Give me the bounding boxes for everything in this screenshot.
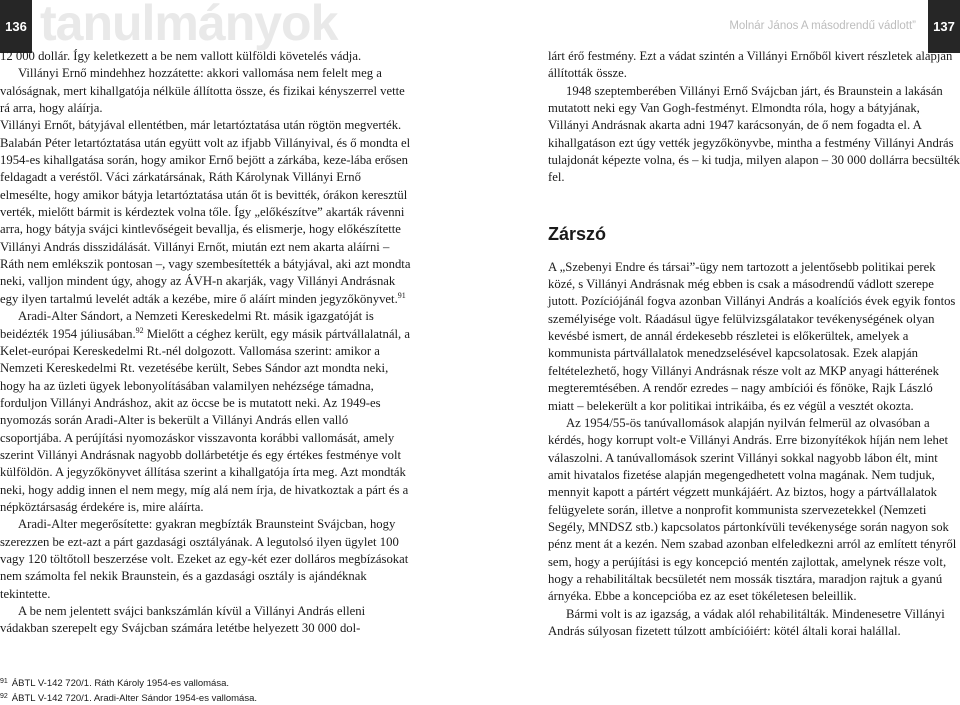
- paragraph: [0, 117, 412, 308]
- paragraph: Bármi volt is az igazság, a vádak alól rehabilitálták. Mindenesetre Villányi András súlyosan fizetett túlzott ambícióiért: kötél általi korai halállal.: [548, 606, 945, 638]
- section-heading: Zárszó: [548, 223, 607, 244]
- paragraph: 12 000 dollár. Így keletkezett a be nem vallott külföldi követelés vádja.: [0, 49, 362, 63]
- paragraph: Az 1954/55-ös tanúvallomások alapján nyilván felmerül az olvasóban a kérdés, hogy korrupt volt-e Villányi András. Erre bizonyítékok híján nem lehet válaszolni. A tanúvallomások szerint Villányi sokkal nagyobb lábon élt, mint amit hivatalos fizetése alapján megengedhetett volna magának. Nem tudjuk, mennyit kapott a pártért végzett munkájáért. Az biztos, hogy a pártvállalatok felügyelete során, illetve a nonprofit kommunista szervezetekkel (Nemzeti Segély, MNDSZ stb.) kapcsolatos pártonkívüli tevékenysége során nagyon sok pénz ment át a kezén. Nem szabad azonban elfeledkezni arról az említett tényről sem, hogy a perújítási is egy koncepció mentén zajlottak, amelynek része volt, hogy a rehabilitáltak becsületét nem mossák tisztára, maradjon rajtuk a gyanú árnyéka. Ebbe a koncepcióba ez az eset tökéletesen beleillik.: [548, 415, 957, 604]
- paragraph: lárt érő festmény. Ezt a vádat szintén a Villányi Ernőből kivert részletek alapján állították össze.: [548, 49, 953, 81]
- paragraph: A be nem jelentett svájci bankszámlán kívül a Villányi András elleni vádakban szerepelt egy Svájcban számára letétbe helyezett 30 000 dol-: [0, 604, 366, 636]
- paragraph-text: Mielőtt a céghez került, egy másik pártvállalatnál, a Kelet-európai Kereskedelmi Rt.-nél dolgozott. Vallomása szerint: amikor a Nemzeti Kereskedelmi Rt. vezetésébe került, Sebes Sándor azt mondta neki, hogy ha az üzleti ügyek lebonyolításában valamilyen nehézsége támadna, forduljon Villányi Andráshoz, akit az öccse be is mutatott neki. Az 1949-es nyomozás során Aradi-Alter is bekerült a Villányi András ellen valló csoportjába. A perújítási nyomozáskor visszavonta korábbi vallomását, amely szerint Villányi Andrásnak nagyobb dollárbetétje és egy értékes festménye volt külföldön. A jegyzőkönyvet állítása szerint a kihallgatója írta meg. Azt mondták neki, hogy addig innen el nem megy, míg alá nem írja, de hivatkoztak a párt és a népköztársaság érdekére is, mire aláírta.: [0, 326, 410, 514]
- footnote-text: ÁBTL V-142 720/1. Ráth Károly 1954-es vallomása.: [11, 678, 230, 689]
- footnote-ref[interactable]: 91: [397, 290, 406, 300]
- paragraph: 1948 szeptemberében Villányi Ernő Svájcban járt, és Braunstein a lakásán mutatott neki egy Van Gogh-festményt. Elmondta róla, hogy a bátyjának, Villányi Andrásnak akarta adni 1947 karácsonyán, de ő nem fogadta el. A kihallgatáson ezt úgy vették jegyzőkönyvbe, mintha a festmény Villányi András tulajdonát képezte volna, és – ki tudja, milyen alapon – 30 000 dollárra becsülték fel.: [548, 83, 960, 185]
- page-number-right: 137: [928, 0, 960, 53]
- paragraph: A „Szebenyi Endre és társai”-ügy nem tartozott a jelentősebb politikai perek közé, s Villányi Andrásnak még ebben is csak a másodrendű vádlott szerepe jutott. Pozíciójánál fogva azonban Villányi András a koalíciós évek egyik fontos személyisége volt. Ráadásul ügye felülvizsgálatakor tevékenységének olyan kevésbé ismert, de annál érdekesebb részletei is előkerültek, amelyek a kommunista pártvállalatok menedzselésével kapcsolatosak. Ezek alapján feltételezhető, hogy Villányi Andrásnak része volt az MKP anyagi hátterének megteremtésében. A rendőr ezredes – nagy ambíciói és főnöke, Rajk László miatt – belekerült a kor politikai intrikáiba, és ez végül a vesztét okozta.: [548, 259, 956, 413]
- page-number-left: 136: [0, 0, 32, 53]
- paragraph-text: Villányi Ernőt, bátyjával ellentétben, már letartóztatása után rögtön megverték. Balabán Péter letartóztatása után együtt volt az ifjabb Villányival, és ő mondta el 1954-es kihallgatása során, hogy amikor Ernő bejött a zárkába, keze-lába erősen feldagadt a veréstől. Váci zárkatársának, Ráth Károlynak Villányi Ernő elmesélte, hogy amikor bátyja letartóztatása után őt is bevitték, órákon keresztül verték, mielőtt bármit is kérdeztek volna tőle. Így „előkészítve” akarták rávenni arra, hogy bátyja svájci kintlevőségeit bevallja, és elismerje, hogy előkészítette Villányi András disszidálását. Villányi Ernőt, miután ezt nem akarta aláírni – Ráth nem emlékszik pontosan –, vagy szembesítették a bátyjával, aki azt mondta neki, valljon mindent úgy, ahogy az ÁVH-n akarják, vagy Villányi Andrásnak egy ilyen tartalmú levelét adták a kezébe, mire ő aláírt minden jegyzőkönyvet.: [0, 118, 411, 306]
- left-column: [0, 48, 412, 638]
- footnote-ref[interactable]: 92: [135, 325, 144, 335]
- running-head: Molnár János A másodrendű vádlott”: [729, 20, 916, 32]
- footnote-number: 92: [0, 693, 8, 700]
- paragraph-text: Aradi-Alter Sándort, a Nemzeti Kereskedelmi Rt. másik igazgatóját is beidézték 1954 júliusában.: [0, 309, 374, 341]
- journal-title: tanulmányok: [40, 0, 338, 51]
- footnotes: [0, 675, 257, 705]
- footnote: [0, 675, 257, 690]
- right-column: [548, 48, 960, 640]
- footnote-text: ÁBTL V-142 720/1. Aradi-Alter Sándor 1954-es vallomása.: [11, 693, 258, 704]
- paragraph: [0, 308, 412, 516]
- paragraph: Villányi Ernő mindehhez hozzátette: akkori vallomása nem felelt meg a valóságnak, mert kihallgatója nélküle állította össze, és fizikai kényszerrel vette rá arra, hogy aláírja.: [0, 66, 405, 116]
- paragraph: Aradi-Alter megerősítette: gyakran megbízták Braunsteint Svájcban, hogy szerezzen be ezt-azt a párt gazdasági osztályának. A legutolsó ilyen ügylet 100 vagy 120 töltőtoll beszerzése volt. Ezeket az egy-két ezer dolláros megbízásokat nem számolta fel nekik Braunstein, és a gazdasági osztály is ajándéknak tekintette.: [0, 517, 409, 601]
- footnote-number: 91: [0, 678, 8, 685]
